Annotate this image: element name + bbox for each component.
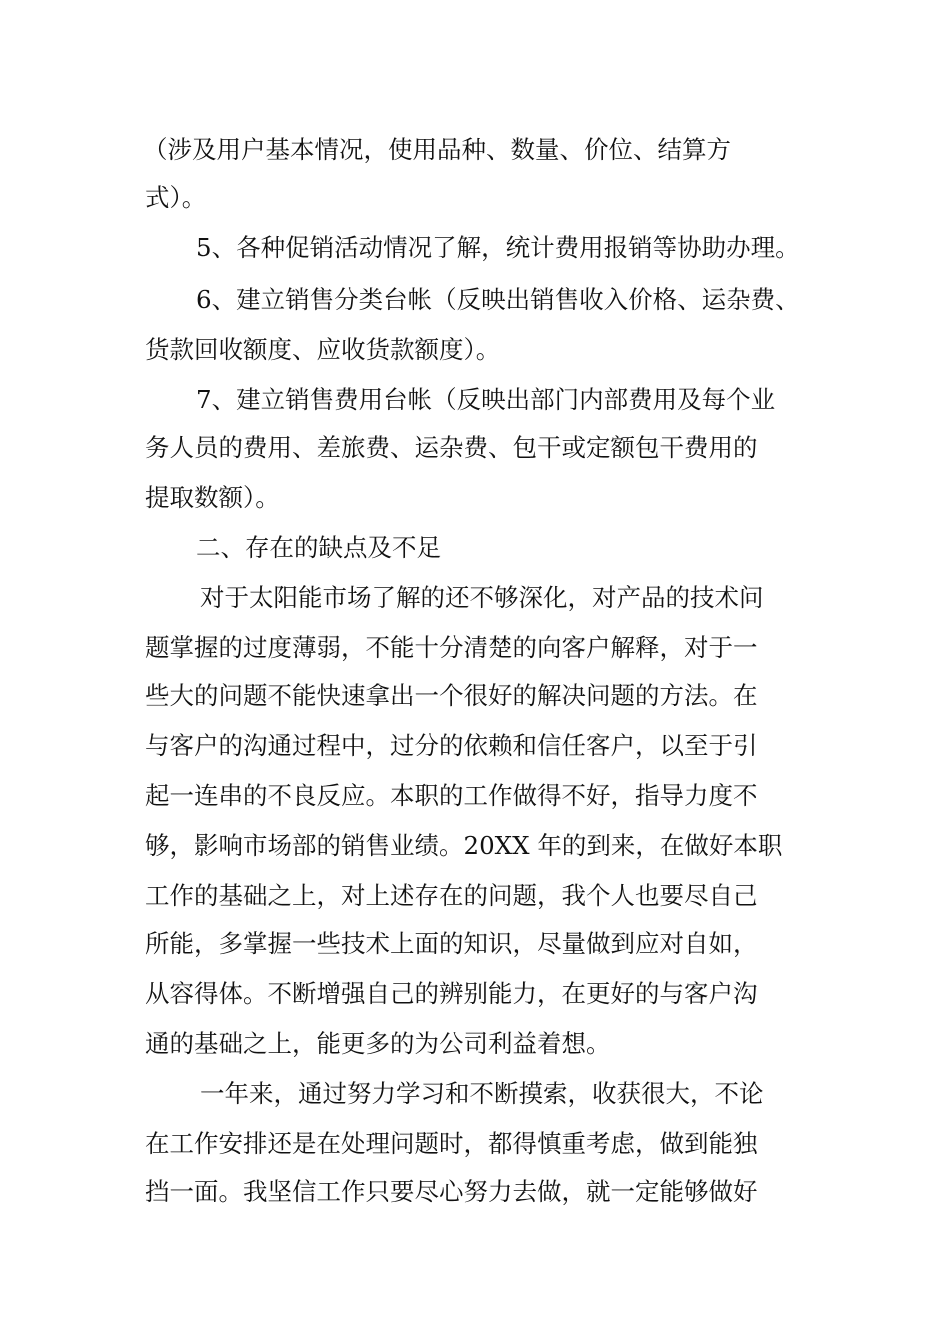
text-line: 一年来，通过努力学习和不断摸索，收获很大，不论 bbox=[200, 1079, 764, 1108]
text-line: 够，影响市场部的销售业绩。20XX 年的到来，在做好本职 bbox=[145, 831, 783, 860]
text-line: 些大的问题不能快速拿出一个很好的解决问题的方法。在 bbox=[145, 681, 758, 710]
text-line: 5、各种促销活动情况了解，统计费用报销等协助办理。 bbox=[196, 233, 800, 262]
text-line: （涉及用户基本情况，使用品种、数量、价位、结算方 bbox=[143, 135, 731, 164]
text-line: 货款回收额度、应收货款额度）。 bbox=[145, 335, 501, 364]
text-line: 与客户的沟通过程中，过分的依赖和信任客户，以至于引 bbox=[145, 731, 758, 760]
text-line: 6、建立销售分类台帐（反映出销售收入价格、运杂费、 bbox=[196, 285, 800, 314]
text-line: 工作的基础之上，对上述存在的问题，我个人也要尽自己 bbox=[145, 881, 758, 910]
text-line: 题掌握的过度薄弱，不能十分清楚的向客户解释，对于一 bbox=[145, 633, 758, 662]
text-line: 务人员的费用、差旅费、运杂费、包干或定额包干费用的 bbox=[145, 433, 758, 462]
text-line: 所能，多掌握一些技术上面的知识，尽量做到应对自如， bbox=[145, 929, 758, 958]
text-line: 7、建立销售费用台帐（反映出部门内部费用及每个业 bbox=[196, 385, 776, 414]
section-heading: 二、存在的缺点及不足 bbox=[196, 533, 441, 562]
text-line: 起一连串的不良反应。本职的工作做得不好，指导力度不 bbox=[145, 781, 758, 810]
text-line: 在工作安排还是在处理问题时，都得慎重考虑，做到能独 bbox=[145, 1129, 758, 1158]
text-line: 挡一面。我坚信工作只要尽心努力去做，就一定能够做好 bbox=[145, 1177, 758, 1206]
text-line: 对于太阳能市场了解的还不够深化，对产品的技术问 bbox=[200, 583, 764, 612]
text-line: 从容得体。不断增强自己的辨别能力，在更好的与客户沟 bbox=[145, 979, 758, 1008]
text-line: 提取数额）。 bbox=[145, 483, 280, 512]
text-line: 式）。 bbox=[145, 183, 207, 212]
text-line: 通的基础之上，能更多的为公司利益着想。 bbox=[145, 1029, 611, 1058]
